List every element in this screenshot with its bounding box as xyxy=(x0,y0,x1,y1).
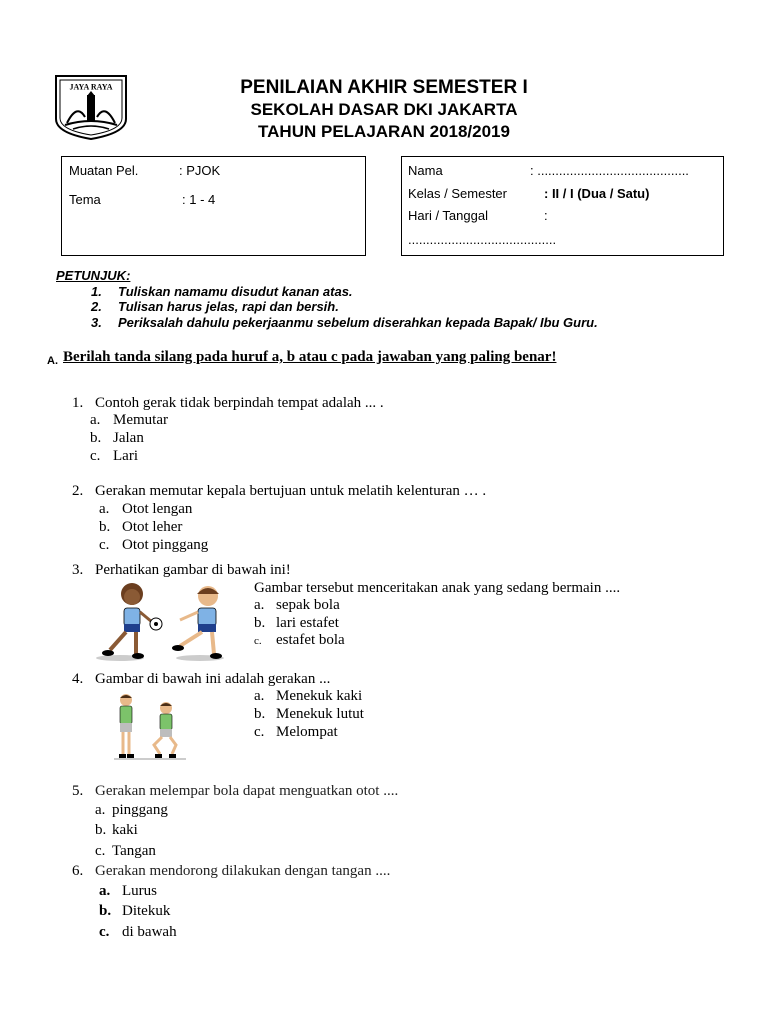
question-number: 6. xyxy=(72,863,84,879)
hari-field[interactable]: : xyxy=(544,208,548,223)
option-text: di bawah xyxy=(122,924,177,940)
section-letter: A. xyxy=(47,355,58,367)
option-text: Lari xyxy=(113,448,138,464)
question-number: 2. xyxy=(72,483,84,499)
option-letter[interactable]: c. xyxy=(95,843,106,859)
nama-label: Nama xyxy=(408,163,443,178)
question-text: Gerakan memutar kepala bertujuan untuk melatih kelenturan … . xyxy=(95,483,487,499)
question-text: Gambar di bawah ini adalah gerakan ... xyxy=(95,671,331,687)
kelas-label: Kelas / Semester xyxy=(408,186,507,201)
option-letter[interactable]: c. xyxy=(254,635,262,647)
question-prompt: Gambar tersebut menceritakan anak yang sedang bermain .... xyxy=(254,580,621,596)
option-letter[interactable]: c. xyxy=(254,724,265,740)
question-number: 4. xyxy=(72,671,84,687)
tema-label: Tema xyxy=(69,192,101,207)
option-letter[interactable]: b. xyxy=(99,903,112,919)
question-number: 3. xyxy=(72,562,84,578)
petunjuk-num: 3. xyxy=(91,315,102,330)
exam-title: PENILAIAN AKHIR SEMESTER I xyxy=(240,77,528,98)
question-number: 5. xyxy=(72,783,84,799)
option-text: lari estafet xyxy=(276,615,339,631)
option-text: Lurus xyxy=(122,883,157,899)
option-text: sepak bola xyxy=(276,597,340,613)
option-letter[interactable]: a. xyxy=(254,688,265,704)
option-text: Melompat xyxy=(276,724,338,740)
knee-bend-illustration xyxy=(110,692,190,762)
petunjuk-item: Tuliskan namamu disudut kanan atas. xyxy=(118,284,353,299)
option-letter[interactable]: b. xyxy=(99,519,111,535)
option-letter[interactable]: a. xyxy=(254,597,265,613)
option-letter[interactable]: c. xyxy=(99,924,110,940)
option-text: Otot lengan xyxy=(122,501,193,517)
option-letter[interactable]: b. xyxy=(254,706,266,722)
option-letter[interactable]: a. xyxy=(99,883,111,899)
muatan-label: Muatan Pel. xyxy=(69,163,139,178)
option-letter[interactable]: b. xyxy=(90,430,102,446)
option-text: Tangan xyxy=(112,843,156,859)
petunjuk-heading: PETUNJUK: xyxy=(56,268,131,283)
option-text: Otot leher xyxy=(122,519,183,535)
option-letter[interactable]: c. xyxy=(99,537,110,553)
option-text: estafet bola xyxy=(276,632,345,648)
option-letter[interactable]: c. xyxy=(90,448,101,464)
tema-value: : 1 - 4 xyxy=(182,192,216,207)
option-text: Menekuk kaki xyxy=(276,688,363,704)
hari-label: Hari / Tanggal xyxy=(408,208,488,223)
question-text: Gerakan mendorong dilakukan dengan tangan .... xyxy=(95,863,391,879)
school-year: TAHUN PELAJARAN 2018/2019 xyxy=(258,122,510,141)
option-text: Ditekuk xyxy=(122,903,171,919)
option-text: Otot pinggang xyxy=(122,537,209,553)
petunjuk-num: 1. xyxy=(91,284,102,299)
children-playing-ball-illustration xyxy=(90,580,240,662)
petunjuk-item: Periksalah dahulu pekerjaanmu sebelum diserahkan kepada Bapak/ Ibu Guru. xyxy=(118,315,598,330)
option-letter[interactable]: a. xyxy=(95,802,106,818)
question-text: Contoh gerak tidak berpindah tempat adalah ... . xyxy=(95,395,384,411)
muatan-value: : PJOK xyxy=(179,163,221,178)
option-letter[interactable]: b. xyxy=(95,822,107,838)
school-name: SEKOLAH DASAR DKI JAKARTA xyxy=(250,100,518,119)
petunjuk-num: 2. xyxy=(91,299,102,314)
option-text: kaki xyxy=(112,822,138,838)
section-instruction: Berilah tanda silang pada huruf a, b atau c pada jawaban yang paling benar! xyxy=(63,349,557,365)
option-letter[interactable]: b. xyxy=(254,615,266,631)
logo-text: JAYA RAYA xyxy=(69,82,113,92)
option-text: Memutar xyxy=(113,412,168,428)
nama-field[interactable]: : .......................................... xyxy=(530,163,689,178)
option-text: Menekuk lutut xyxy=(276,706,364,722)
question-number: 1. xyxy=(72,395,84,411)
petunjuk-item: Tulisan harus jelas, rapi dan bersih. xyxy=(118,299,339,314)
option-text: Jalan xyxy=(113,430,144,446)
question-text: Gerakan melempar bola dapat menguatkan otot .... xyxy=(95,783,399,799)
kelas-value: : II / I (Dua / Satu) xyxy=(544,186,650,201)
question-text: Perhatikan gambar di bawah ini! xyxy=(95,562,291,578)
option-letter[interactable]: a. xyxy=(90,412,101,428)
option-text: pinggang xyxy=(112,802,168,818)
tanggal-field[interactable]: ......................................... xyxy=(408,232,557,247)
option-letter[interactable]: a. xyxy=(99,501,110,517)
